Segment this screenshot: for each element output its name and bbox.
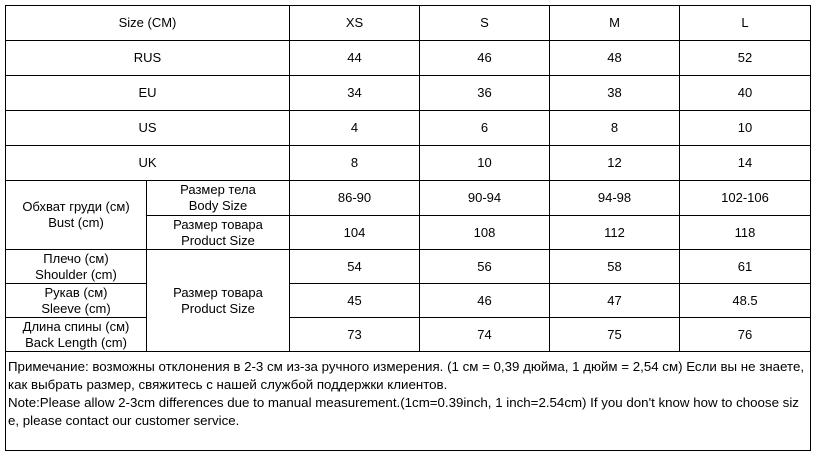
table-cell: 12 (550, 146, 680, 181)
table-cell: 47 (550, 284, 680, 318)
table-cell: 75 (550, 318, 680, 352)
product-size-label-en: Product Size (181, 232, 255, 248)
table-cell: 4 (290, 111, 420, 146)
note-text-en: Note:Please allow 2-3cm differences due to manual measurement.(1cm=0.39inch, 1 inch=2.54cm) If you don't know how to choose size, please contact our customer service. (8, 395, 799, 428)
table-row-sleeve (6, 284, 811, 318)
table-cell: 34 (290, 76, 420, 111)
table-cell: 102-106 (680, 181, 811, 216)
size-header-s: S (420, 6, 550, 41)
body-size-label-ru: Размер тела (180, 182, 256, 197)
table-row-rus (6, 41, 811, 76)
table-row-uk (6, 146, 811, 181)
back-length-label-ru: Длина спины (см) (22, 318, 130, 334)
table-cell: 54 (290, 250, 420, 284)
note-text-ru: Примечание: возможны отклонения в 2-3 см из-за ручного измерения. (1 см = 0,39 дюйма, 1 дюйм = 2,54 см) Если вы не знаете, как выбрать размер, свяжитесь с нашей службой поддержки клиентов. (8, 359, 805, 392)
table-cell: 38 (550, 76, 680, 111)
shoulder-label (6, 250, 147, 284)
note-row (6, 352, 811, 451)
table-cell: 76 (680, 318, 811, 352)
size-header-xs: XS (290, 6, 420, 41)
table-cell: 52 (680, 41, 811, 76)
shoulder-label-en: Shoulder (cm) (35, 266, 117, 282)
size-chart-table (5, 5, 811, 451)
product-group-label-en: Product Size (181, 300, 255, 316)
table-cell: 86-90 (290, 181, 420, 216)
table-cell: 56 (420, 250, 550, 284)
body-size-label-en: Body Size (188, 198, 248, 213)
sleeve-label-en: Sleeve (cm) (41, 300, 111, 316)
note-cell (6, 352, 811, 451)
row-label-eu: EU (6, 76, 290, 111)
row-label-uk: UK (6, 146, 290, 181)
row-label-rus: RUS (6, 41, 290, 76)
back-length-label (6, 318, 147, 352)
table-cell: 104 (290, 216, 420, 250)
table-cell: 14 (680, 146, 811, 181)
product-size-label (147, 216, 290, 250)
product-size-label-ru: Размер товара (173, 216, 263, 232)
table-cell: 61 (680, 250, 811, 284)
table-cell: 108 (420, 216, 550, 250)
table-row-back-length (6, 318, 811, 352)
table-row-bust-body (6, 181, 811, 216)
size-header-l: L (680, 6, 811, 41)
table-cell: 94-98 (550, 181, 680, 216)
table-cell: 8 (290, 146, 420, 181)
sleeve-label-ru: Рукав (см) (44, 284, 108, 300)
table-cell: 8 (550, 111, 680, 146)
table-cell: 40 (680, 76, 811, 111)
table-cell: 45 (290, 284, 420, 318)
sleeve-label (6, 284, 147, 318)
row-label-us: US (6, 111, 290, 146)
shoulder-label-ru: Плечо (см) (43, 250, 109, 266)
bust-label-en: Bust (cm) (48, 215, 104, 230)
table-cell: 46 (420, 284, 550, 318)
table-cell: 46 (420, 41, 550, 76)
product-group-label (147, 250, 290, 352)
back-length-label-en: Back Length (cm) (25, 334, 127, 350)
table-cell: 6 (420, 111, 550, 146)
bust-label-ru: Обхват груди (см) (22, 199, 130, 214)
table-row-us (6, 111, 811, 146)
body-size-label (147, 181, 290, 216)
table-cell: 44 (290, 41, 420, 76)
table-cell: 58 (550, 250, 680, 284)
table-cell: 10 (680, 111, 811, 146)
size-header-m: M (550, 6, 680, 41)
table-row-eu (6, 76, 811, 111)
table-cell: 48.5 (680, 284, 811, 318)
table-cell: 73 (290, 318, 420, 352)
table-cell: 112 (550, 216, 680, 250)
table-cell: 90-94 (420, 181, 550, 216)
product-group-label-ru: Размер товара (173, 284, 263, 300)
table-cell: 48 (550, 41, 680, 76)
table-cell: 36 (420, 76, 550, 111)
bust-label (6, 181, 147, 250)
table-row-shoulder (6, 250, 811, 284)
size-header-label: Size (CM) (6, 6, 290, 41)
table-cell: 118 (680, 216, 811, 250)
table-header-row (6, 6, 811, 41)
table-cell: 74 (420, 318, 550, 352)
table-cell: 10 (420, 146, 550, 181)
